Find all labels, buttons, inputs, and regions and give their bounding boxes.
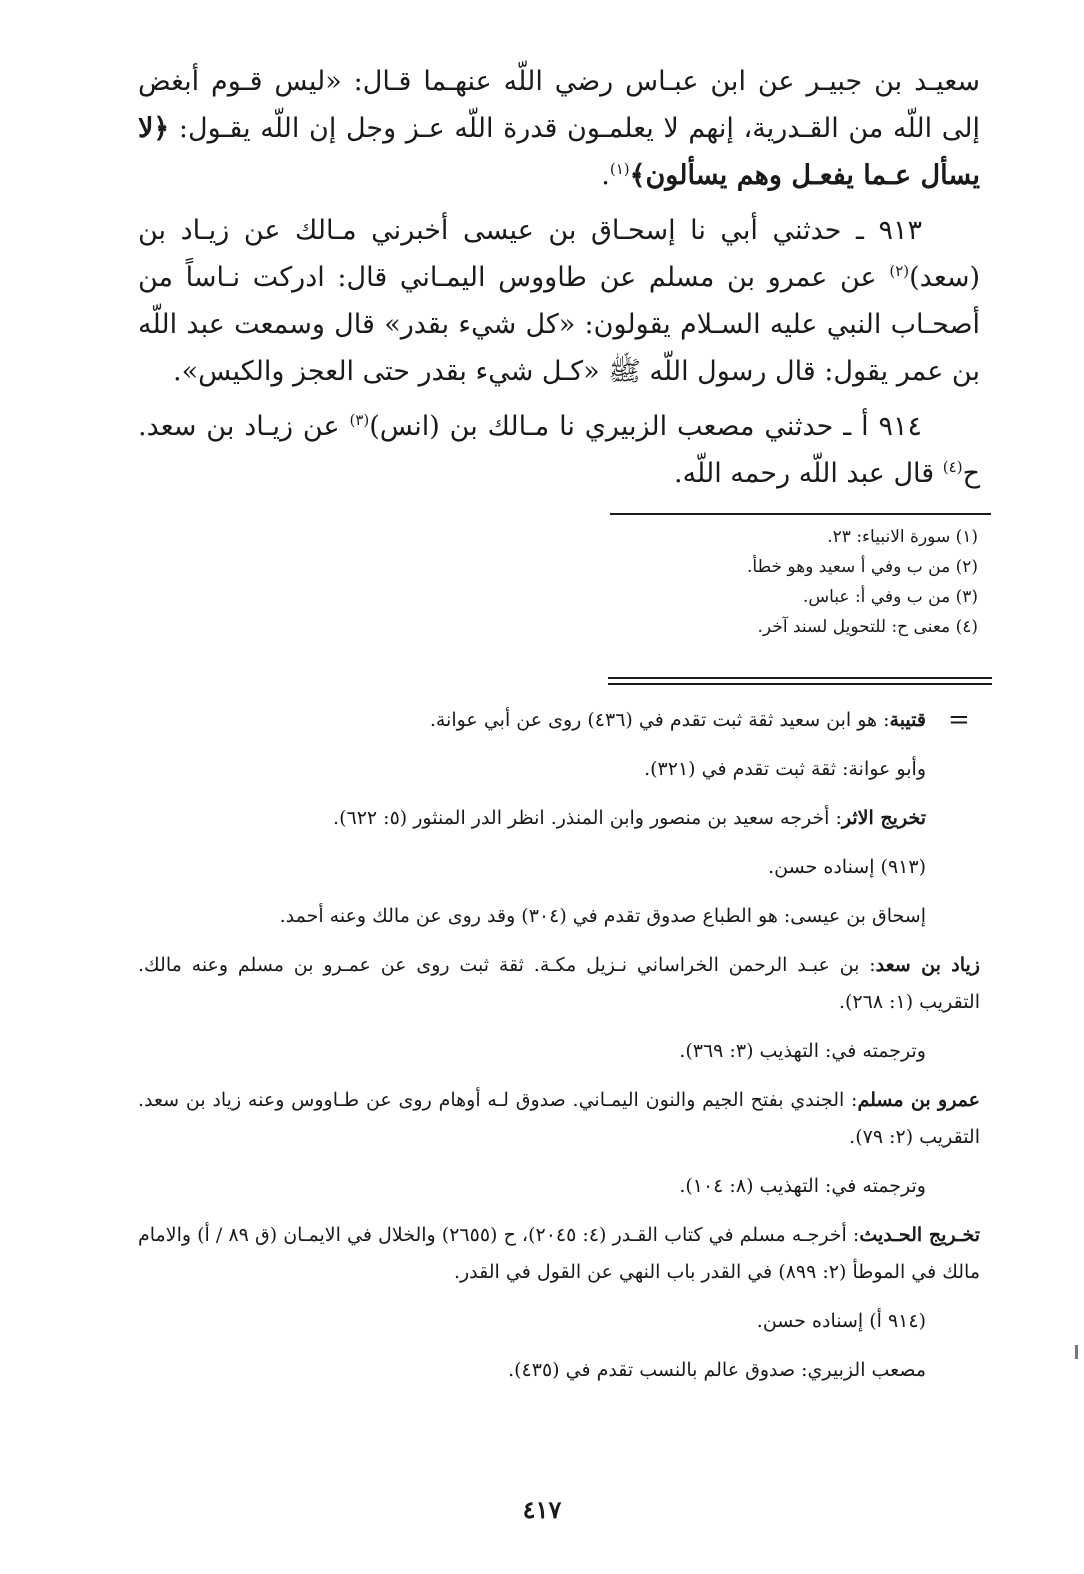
commentary-entry: (٩١٤ أ) إسناده حسن. [756,1310,926,1332]
main-text [138,58,980,505]
commentary-entry: مصعب الزبيري: صدوق عالم بالنسب تقدم في (٤٣٥). [508,1359,926,1381]
commentary-entry: (٩١٣) إسناده حسن. [768,856,926,878]
footnote-ref-1: (١) [609,160,630,178]
commentary [138,702,980,1401]
hadith-913: ٩١٣ ـ حدثني أبي نا إسحـاق بن عيسى أخبرني مـالك عن زيـاد بن (سعد)$^{(٢)}$ عن عمرو بن مسلم عن طاووس اليمـاني قال: ادركت نـاساً من أصحـاب النبي عليه السـلام يقولون: «كل شيء بقدر» قال وسمعت عبد اللّه بن عمر يقول: قال رسول اللّه ﷺ «كـل شيء بقدر حتى العجز والكيس». [138,215,980,387]
footnote-ref-3: (٣) [349,411,370,429]
footnotes [560,522,978,642]
hadith-914a: ٩١٤ أ ـ حدثني مصعب الزبيري نا مـالك بن (انس)$^{(٣)}$ عن زيـاد بن سعد. ح$^{(٤)}$ قال عبد اللّه رحمه اللّه. [138,411,980,489]
page-number: ٤١٧ [522,1495,562,1524]
commentary-entry: قتيبة: هو ابن سعيد ثقة ثبت تقدم في (٤٣٦) روى عن أبي عوانة. [429,709,926,731]
footnote-1: (١) سورة الانبياء: ٢٣. [827,527,978,547]
commentary-entry: عمرو بن مسلم: الجندي بفتح الجيم والنون اليمـاني. صدوق لـه أوهام روى عن طـاووس وعنه زياد بن سعد. التقريب (٢: ٧٩). [138,1089,980,1148]
commentary-entry: إسحاق بن عيسى: هو الطباع صدوق تقدم في (٣٠٤) وقد روى عن مالك وعنه أحمد. [279,905,926,927]
scan-mark [1075,1345,1078,1359]
continuation-mark: = [948,705,970,735]
commentary-entry: تخريج الاثر: أخرجه سعيد بن منصور وابن المنذر. انظر الدر المنثور (٥: ٦٢٢). [333,807,926,829]
main-paragraph-1: سعيـد بن جبيـر عن ابن عبـاس رضي اللّه عنهـما قـال: «ليس قـوم أبغض إلى اللّه من القـدرية، إنهم لا يعلمـون قدرة اللّه عـز وجل إن اللّه يقـول: ﴿لا يسأل عـما يفعـل وهم يسألون﴾$^{(١)}$. [138,66,981,191]
commentary-entry: وترجمته في: التهذيب (٣: ٣٦٩). [679,1040,926,1062]
footnote-3: (٣) من ب وفي أ: عباس. [802,587,978,607]
commentary-entry: زياد بن سعد: بن عبـد الرحمن الخراساني نـزيل مكـة. ثقة ثبت روى عن عمـرو بن مسلم وعنه مالك. التقريب (١: ٢٦٨). [138,954,980,1013]
footnote-2: (٢) من ب وفي أ سعيد وهو خطأ. [746,557,978,577]
footnote-4: (٤) معنى ح: للتحويل لسند آخر. [757,617,978,637]
quran-verse: ﴿لا يسأل عـما يفعـل وهم يسألون﴾ [138,113,980,191]
commentary-divider [608,677,992,685]
commentary-entry: تخـريج الحـديث: أخرجـه مسلم في كتاب القـدر (٤: ٢٠٤٥)، ح (٢٦٥٥) والخلال في الايمـان (ق ٨٩ / أ) والامام مالك في الموطأ (٢: ٨٩٩) في القدر باب النهي عن القول في القدر. [138,1224,980,1283]
footnote-divider [610,513,991,515]
commentary-entry: وأبو عوانة: ثقة ثبت تقدم في (٣٢١). [644,758,926,780]
footnote-ref-2: (٢) [889,262,910,280]
footnote-ref-4: (٤) [942,458,963,476]
commentary-entry: وترجمته في: التهذيب (٨: ١٠٤). [679,1175,926,1197]
